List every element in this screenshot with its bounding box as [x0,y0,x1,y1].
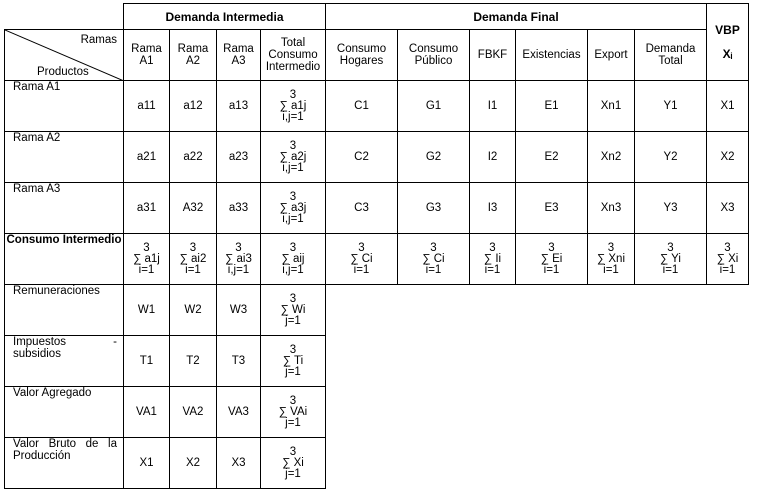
sum-top: 3 [430,241,437,254]
header-fbkf: FBKF [470,30,516,81]
header-consumo-publico: Consumo Público [398,30,470,81]
sum-expr: ∑ aij [281,252,305,265]
row-label: Remuneraciones [5,285,124,336]
cell: a12 [170,81,217,132]
cell: X2 [170,438,217,489]
sum-top: 3 [143,241,150,254]
cell: Xn3 [588,183,635,234]
sum-expr: ∑ VAi [278,405,308,418]
table-row [5,285,749,336]
cell: W2 [170,285,217,336]
table-row [5,387,749,438]
sum-expr: ∑ a2j [279,150,307,163]
input-output-table [4,3,749,489]
cell: a21 [124,132,170,183]
cell: I1 [470,81,516,132]
cell: E3 [516,183,588,234]
sum-cell [516,234,588,285]
sum-expr: ∑ Ci [422,252,445,265]
sum-top: 3 [235,241,242,254]
sum-expr: ∑ Ei [540,252,563,265]
sum-expr: ∑ Ci [350,252,373,265]
header-rama-a1: Rama A1 [124,30,170,81]
sum-cell [261,81,326,132]
empty-corner-top [5,4,124,30]
sum-index: i=1 [425,263,442,276]
sum-expr: ∑ Wi [280,303,306,316]
table-row-consumo-intermedio [5,234,749,285]
sum-top: 3 [289,88,297,101]
sum-top: 3 [289,139,297,152]
sum-index: j=1 [285,365,301,378]
sum-cell [588,234,635,285]
sum-index: i,j=1 [227,263,250,276]
sum-top: 3 [724,241,731,254]
sum-index: i=1 [603,263,619,276]
sum-index: i,j=1 [282,263,304,276]
sum-cell [217,234,261,285]
table-row [5,438,749,489]
sum-expr: ∑ Ti [282,354,304,367]
sum-top: 3 [667,241,674,254]
cell: C3 [326,183,398,234]
empty-area [326,438,749,489]
sum-expr: ∑ Ii [483,252,502,265]
cell: A32 [170,183,217,234]
cell: a13 [217,81,261,132]
sum-cell [261,285,326,336]
cell: E2 [516,132,588,183]
table-row [5,336,749,387]
cell: C1 [326,81,398,132]
vbp-sub-label: Xᵢ [722,47,733,61]
table-row [5,183,749,234]
row-label: Valor Bruto de la Producción [5,438,124,489]
sum-cell [261,438,326,489]
cell: X1 [707,81,749,132]
sum-index: i,j=1 [282,212,304,225]
cell: a11 [124,81,170,132]
sum-cell [398,234,470,285]
row-label: Consumo Intermedio [5,234,124,285]
cell: VA1 [124,387,170,438]
header-demanda-total: Demanda Total [635,30,707,81]
corner-productos: Productos [37,66,89,78]
row-label: Rama A1 [5,81,124,132]
sum-top: 3 [289,343,297,356]
sum-cell [170,234,217,285]
cell: a31 [124,183,170,234]
sum-expr: ∑ Xi [282,456,304,469]
row-label: Rama A2 [5,132,124,183]
cell: X1 [124,438,170,489]
sum-cell [261,132,326,183]
sum-top: 3 [189,241,197,254]
sum-cell [261,183,326,234]
sum-expr: ∑ Xni [596,252,625,265]
table-row [5,81,749,132]
sum-top: 3 [358,241,365,254]
sum-expr: ∑ a1j [279,99,307,112]
sum-top: 3 [548,241,555,254]
cell: C2 [326,132,398,183]
cell: Xn1 [588,81,635,132]
sum-index: i,j=1 [282,110,304,123]
sum-index: i=1 [185,263,201,276]
cell: G2 [398,132,470,183]
empty-area [326,387,749,438]
cell: Y2 [635,132,707,183]
corner-cell [5,30,124,81]
row-label: Valor Agregado [5,387,124,438]
cell: I2 [470,132,516,183]
row-label: Impuestos - subsidios [5,336,124,387]
cell: E1 [516,81,588,132]
cell: a33 [217,183,261,234]
cell: X3 [217,438,261,489]
empty-area [326,285,749,336]
cell: G1 [398,81,470,132]
cell: T2 [170,336,217,387]
sum-cell [261,234,326,285]
cell: T1 [124,336,170,387]
sum-cell [124,234,170,285]
sum-top: 3 [289,190,297,203]
sum-index: i=1 [353,263,370,276]
cell: X3 [707,183,749,234]
sum-cell [635,234,707,285]
sum-index: i=1 [662,263,679,276]
sum-cell [470,234,516,285]
sum-index: j=1 [285,416,301,429]
sum-index: i=1 [543,263,560,276]
cell: T3 [217,336,261,387]
sum-expr: ∑ Yi [660,252,681,265]
sum-top: 3 [289,292,297,305]
header-total-consumo: Total Consumo Intermedio [261,30,326,81]
sum-index: i=1 [484,263,501,276]
sum-top: 3 [289,394,297,407]
group-demanda-intermedia: Demanda Intermedia [124,4,326,30]
cell: I3 [470,183,516,234]
header-consumo-hogares: Consumo Hogares [326,30,398,81]
header-existencias: Existencias [516,30,588,81]
sum-expr: ∑ a1j [133,252,160,265]
header-rama-a3: Rama A3 [217,30,261,81]
sum-expr: ∑ ai2 [179,252,207,265]
sum-top: 3 [607,241,615,254]
sum-index: i,j=1 [282,161,304,174]
sum-index: j=1 [285,314,301,327]
sum-expr: ∑ ai3 [225,252,252,265]
corner-ramas: Ramas [80,34,117,46]
cell: VA2 [170,387,217,438]
sum-cell [261,387,326,438]
sum-top: 3 [489,241,496,254]
header-vbp [707,4,749,81]
sum-index: i=1 [719,263,736,276]
cell: Xn2 [588,132,635,183]
cell: Y1 [635,81,707,132]
sum-expr: ∑ Xi [716,252,739,265]
sum-cell [707,234,749,285]
cell: W1 [124,285,170,336]
sum-cell [261,336,326,387]
cell: W3 [217,285,261,336]
table-row [5,132,749,183]
empty-area [326,336,749,387]
sum-index: j=1 [285,467,301,480]
cell: X2 [707,132,749,183]
vbp-label: VBP [715,23,740,37]
cell: G3 [398,183,470,234]
header-rama-a2: Rama A2 [170,30,217,81]
sum-cell [326,234,398,285]
cell: a22 [170,132,217,183]
cell: a23 [217,132,261,183]
sum-index: i=1 [138,263,155,276]
sum-expr: ∑ a3j [279,201,307,214]
group-demanda-final: Demanda Final [326,4,707,30]
row-label: Rama A3 [5,183,124,234]
sum-top: 3 [289,445,297,458]
cell: Y3 [635,183,707,234]
header-export: Export [588,30,635,81]
cell: VA3 [217,387,261,438]
sum-top: 3 [289,241,297,254]
